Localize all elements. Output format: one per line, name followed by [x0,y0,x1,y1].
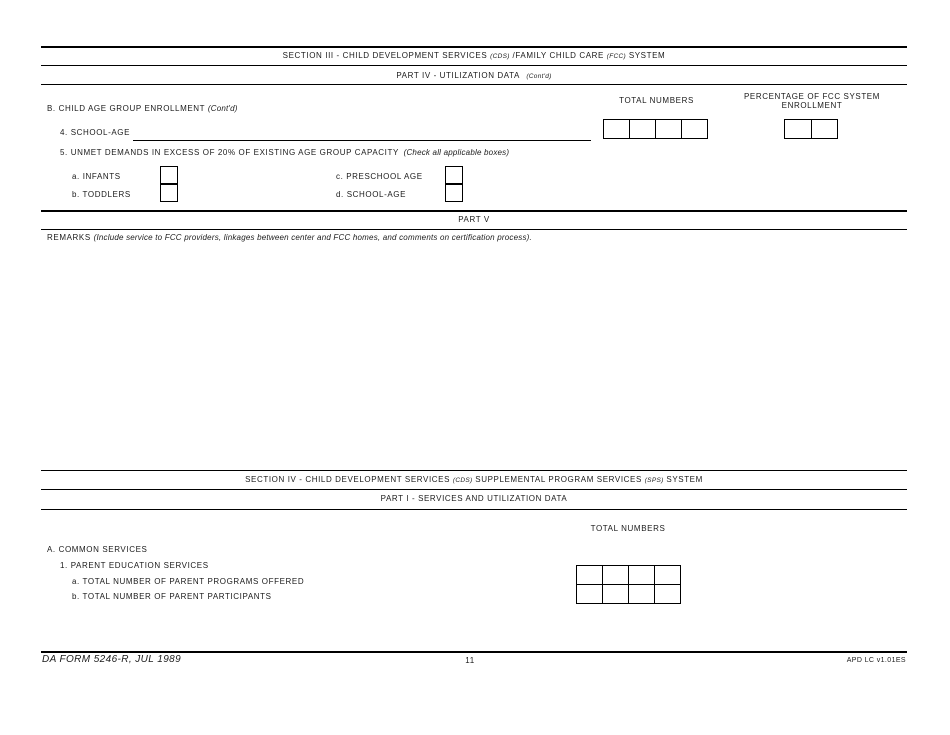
enrollment-heading-contd: (Cont'd) [207,104,238,113]
version-label: APD LC v1.01ES [846,657,906,664]
parent-education-label: 1. PARENT EDUCATION SERVICES [60,561,209,570]
preschool-checkbox[interactable] [445,166,463,184]
digit-box[interactable] [655,566,680,584]
digit-box[interactable] [812,120,838,138]
section4-title-text: SECTION IV - CHILD DEVELOPMENT SERVICES [245,475,451,484]
parent-programs-label: a. TOTAL NUMBER OF PARENT PROGRAMS OFFERED [72,577,305,586]
section3-title-b: /FAMILY CHILD CARE [512,51,604,60]
section3-title [41,51,907,60]
total-numbers-label: TOTAL NUMBERS [619,96,694,105]
part4-contd: (Cont'd) [526,73,552,80]
digit-box[interactable] [604,120,630,138]
digit-box[interactable] [785,120,812,138]
preschool-label: c. PRESCHOOL AGE [336,172,423,181]
digit-box[interactable] [630,120,656,138]
percentage-label [740,92,884,110]
school-age-d-label: d. SCHOOL-AGE [336,190,407,199]
school-age-line [133,140,591,141]
section4-sps: (SPS) [644,477,664,484]
digit-box[interactable] [603,585,629,604]
parent-participants-label: b. TOTAL NUMBER OF PARENT PARTICIPANTS [72,592,272,601]
section4-cds: (CDS) [452,477,473,484]
divider [41,65,907,66]
digit-box[interactable] [577,585,603,604]
digit-box[interactable] [655,585,680,604]
page-number: 11 [465,656,475,665]
part1-title: PART I - SERVICES AND UTILIZATION DATA [380,494,568,503]
unmet-demands-text: 5. UNMET DEMANDS IN EXCESS OF 20% OF EXISTING AGE GROUP CAPACITY [60,148,399,157]
top-rule [41,46,907,48]
unmet-demands-note: (Check all applicable boxes) [403,148,510,157]
divider [41,470,907,471]
enrollment-heading [47,104,238,113]
infants-label: a. INFANTS [72,172,121,181]
section3-fcc: (FCC) [606,53,626,60]
school-age-d-checkbox[interactable] [445,184,463,202]
divider [41,509,907,510]
percentage-label-line2: ENROLLMENT [781,101,843,110]
parent-services-grid[interactable] [576,565,681,604]
school-age-label: 4. SCHOOL-AGE [60,128,131,137]
school-age-percentage-input[interactable] [784,119,838,139]
digit-box[interactable] [577,566,603,584]
section3-cds: (CDS) [490,53,510,60]
remarks-label [47,233,532,242]
digit-box[interactable] [629,585,655,604]
form-number: DA FORM 5246-R, JUL 1989 [42,654,182,665]
part5-title: PART V [458,215,490,224]
footer-rule [41,651,907,653]
section4-title-c: SYSTEM [666,475,703,484]
part4-title [41,71,907,80]
parent-participants-row[interactable] [577,585,680,604]
section3-title-text: SECTION III - CHILD DEVELOPMENT SERVICES [282,51,488,60]
unmet-demands-label [60,148,509,157]
divider [41,489,907,490]
remarks-area[interactable] [41,246,907,468]
remarks-label-text: REMARKS [47,233,91,242]
enrollment-heading-text: B. CHILD AGE GROUP ENROLLMENT [47,104,206,113]
section4-title [41,475,907,484]
part1-total-numbers-label: TOTAL NUMBERS [590,524,666,533]
toddlers-label: b. TODDLERS [72,190,131,199]
digit-box[interactable] [603,566,629,584]
part4-title-text: PART IV - UTILIZATION DATA [396,71,520,80]
common-services-label: A. COMMON SERVICES [47,545,148,554]
digit-box[interactable] [656,120,682,138]
percentage-label-line1: PERCENTAGE OF FCC SYSTEM [743,92,881,101]
toddlers-checkbox[interactable] [160,184,178,202]
digit-box[interactable] [682,120,707,138]
section3-title-c: SYSTEM [628,51,666,60]
divider [41,84,907,85]
infants-checkbox[interactable] [160,166,178,184]
school-age-total-input[interactable] [603,119,708,139]
digit-box[interactable] [629,566,655,584]
parent-programs-row[interactable] [577,566,680,585]
divider [41,229,907,230]
remarks-note: (Include service to FCC providers, linkages between center and FCC homes, and comments on certification process). [93,233,532,242]
section4-title-b: SUPPLEMENTAL PROGRAM SERVICES [475,475,642,484]
divider [41,210,907,212]
